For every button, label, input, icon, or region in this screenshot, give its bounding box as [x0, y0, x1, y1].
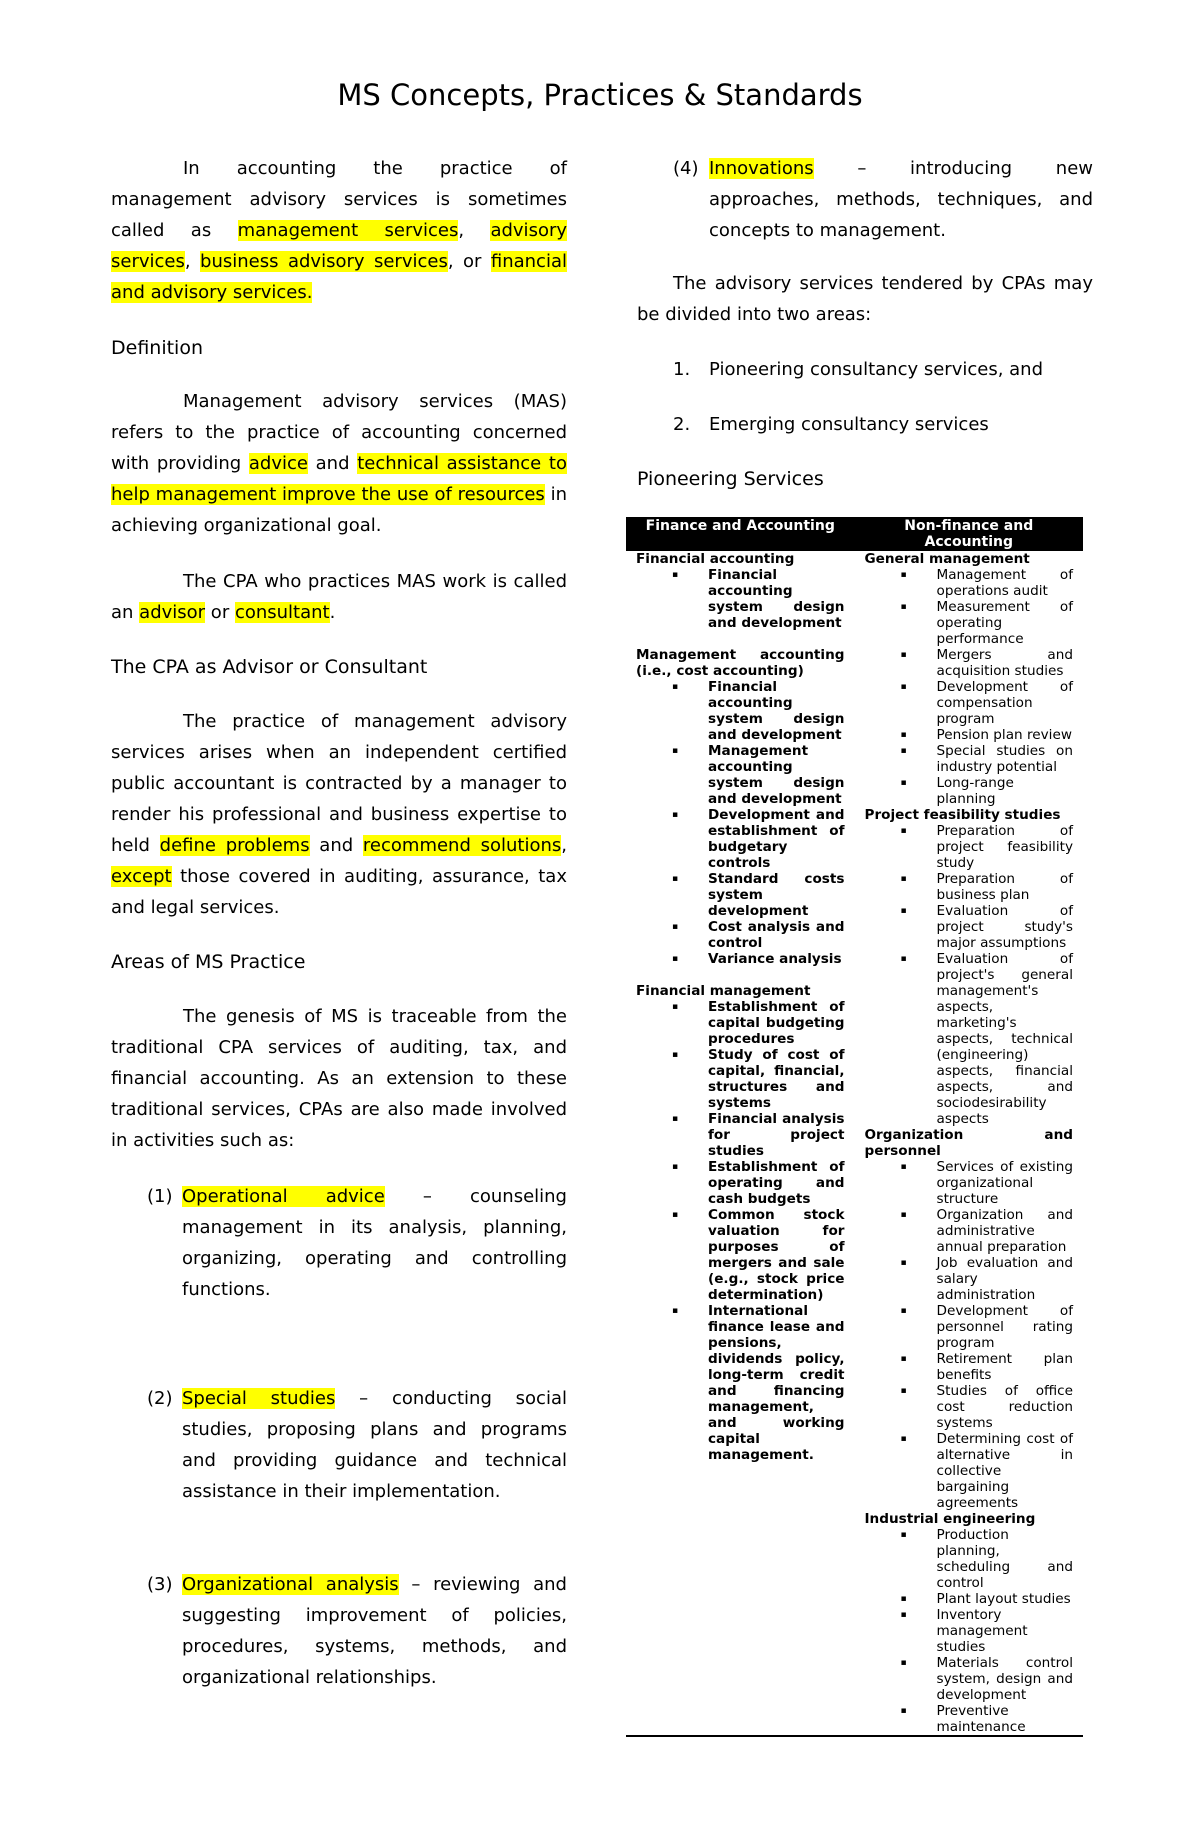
list-item: ▪ Development of personnel rating program: [937, 1303, 1074, 1351]
category-list: [865, 823, 1074, 1127]
list-item: (1) Operational advice – counseling management in its analysis, planning, organizing, operating and controlling functions.: [147, 1186, 567, 1300]
list-item: ▪ Materials control system, design and development: [937, 1655, 1074, 1703]
list-item: ▪ Retirement plan benefits: [937, 1351, 1074, 1383]
category-title: Financial accounting: [636, 551, 795, 567]
left-column: [111, 153, 567, 1693]
list-item: ▪ Measurement of operating performance: [937, 599, 1074, 647]
list-item: ▪ Financial accounting system design and development: [708, 679, 845, 743]
non-finance-column-cell: [855, 551, 1084, 1736]
highlight: Special studies: [182, 1388, 336, 1409]
category-list: [865, 1159, 1074, 1511]
list-item: ▪ Special studies on industry potential: [937, 743, 1074, 775]
right-column: [637, 153, 1093, 494]
category-list: [636, 999, 845, 1463]
list-item: ▪ Establishment of capital budgeting procedures: [708, 999, 845, 1047]
highlight: Operational advice: [182, 1186, 385, 1207]
cpa-paragraph: The CPA who practices MAS work is called an advisor or consultant.: [111, 571, 567, 623]
pioneering-services-table: [626, 517, 1083, 1737]
category-list: [865, 567, 1074, 807]
category-list: [636, 679, 845, 967]
list-item: ▪ Services of existing organizational structure: [937, 1159, 1074, 1207]
list-item: (4) Innovations – introducing new approaches, methods, techniques, and concepts to management.: [673, 158, 1093, 241]
list-item: ▪ Mergers and acquisition studies: [937, 647, 1074, 679]
list-item: ▪ Production planning, scheduling and control: [937, 1527, 1074, 1591]
list-item: ▪ Financial accounting system design and development: [708, 567, 845, 631]
list-item: ▪ Inventory management studies: [937, 1607, 1074, 1655]
list-item: ▪ Common stock valuation for purposes of mergers and sale (e.g., stock price determination): [708, 1207, 845, 1303]
category-title: Industrial engineering: [864, 1511, 1036, 1527]
highlight: recommend solutions: [362, 835, 562, 856]
list-item: ▪ Variance analysis: [708, 951, 845, 967]
column-header-non-finance: Non-finance and Accounting: [855, 517, 1084, 551]
definition-heading: Definition: [111, 337, 204, 359]
highlight: management services: [237, 220, 459, 241]
category-list: [865, 1527, 1074, 1735]
list-item: ▪ Studies of office cost reduction systems: [937, 1383, 1074, 1431]
list-item: ▪ Development of compensation program: [937, 679, 1074, 727]
category-list: [636, 567, 845, 631]
highlight: business advisory services: [200, 251, 448, 272]
list-item: ▪ Study of cost of capital, financial, structures and systems: [708, 1047, 845, 1111]
list-item: ▪ Cost analysis and control: [708, 919, 845, 951]
highlight: technical assistance to help management improve the use of resources: [111, 453, 567, 505]
list-item: ▪ Plant layout studies: [937, 1591, 1074, 1607]
category-title: General management: [864, 551, 1030, 567]
list-item: ▪ Evaluation of project's general management's aspects, marketing's aspects, technical (engineering) aspects, financial aspects, and sociodesirability aspects: [937, 951, 1074, 1127]
page-title: MS Concepts, Practices & Standards: [337, 78, 863, 112]
list-item: ▪ Preventive maintenance: [937, 1703, 1074, 1735]
category-title: Financial management: [636, 983, 811, 999]
list-item: ▪ Preparation of project feasibility study: [937, 823, 1074, 871]
category-title: Management accounting (i.e., cost accounting): [636, 647, 845, 679]
list-item: ▪ Preparation of business plan: [937, 871, 1074, 903]
list-item: ▪ Evaluation of project study's major assumptions: [937, 903, 1074, 951]
highlight: advisory services: [111, 220, 568, 272]
list-item: ▪ Job evaluation and salary administration: [937, 1255, 1074, 1303]
category-title: Project feasibility studies: [864, 807, 1061, 823]
list-item: 1. Pioneering consultancy services, and: [673, 359, 1044, 380]
areas-heading: Areas of MS Practice: [111, 951, 306, 973]
areas-paragraph: The genesis of MS is traceable from the traditional CPA services of auditing, tax, and financial accounting. As an extension to these traditional services, CPAs are also made involved in activities such as:: [111, 1006, 567, 1151]
list-item: (2) Special studies – conducting social studies, proposing plans and programs and providing guidance and technical assistance in their implementation.: [147, 1388, 567, 1502]
list-item: ▪ Management accounting system design and development: [708, 743, 845, 807]
list-item: ▪ Standard costs system development: [708, 871, 845, 919]
pioneering-heading: Pioneering Services: [637, 468, 824, 490]
highlight: except: [111, 866, 172, 887]
list-item: ▪ Long-range planning: [937, 775, 1074, 807]
areas-intro-paragraph: The advisory services tendered by CPAs may be divided into two areas:: [637, 273, 1093, 325]
column-header-finance: Finance and Accounting: [626, 517, 855, 551]
finance-column-cell: [626, 551, 855, 1736]
list-item: ▪ Determining cost of alternative in collective bargaining agreements: [937, 1431, 1074, 1511]
advisor-paragraph: The practice of management advisory services arises when an independent certified public accountant is contracted by a manager to render his professional and business expertise to held define problems and recommend solutions, except those covered in auditing, assurance, tax and legal services.: [111, 711, 568, 918]
list-item: ▪ Organization and administrative annual preparation: [937, 1207, 1074, 1255]
list-item: ▪ Financial analysis for project studies: [708, 1111, 845, 1159]
list-item: ▪ Management of operations audit: [937, 567, 1074, 599]
definition-paragraph: Management advisory services (MAS) refers to the practice of accounting concerned with providing advice and technical assistance to help management improve the use of resources in achieving organizational goal.: [111, 391, 567, 536]
list-item: ▪ Pension plan review: [937, 727, 1074, 743]
advisor-heading: The CPA as Advisor or Consultant: [111, 656, 428, 678]
highlight: Innovations: [709, 158, 814, 179]
list-item: ▪ Establishment of operating and cash budgets: [708, 1159, 845, 1207]
list-item: ▪ Development and establishment of budgetary controls: [708, 807, 845, 871]
category-title: Organization and personnel: [864, 1127, 1073, 1159]
highlight: define problems: [159, 835, 310, 856]
highlight: financial and advisory services.: [111, 251, 567, 303]
intro-paragraph: In accounting the practice of management advisory services is sometimes called as management services, advisory services, business advisory services, or financial and advisory services.: [111, 158, 568, 303]
highlight: advisor: [139, 602, 206, 623]
list-item: 2. Emerging consultancy services: [673, 414, 989, 435]
list-item: ▪ International finance lease and pensions, dividends policy, long-term credit and financing management, and working capital management.: [708, 1303, 845, 1463]
highlight: Organizational analysis: [182, 1574, 399, 1595]
list-item: (3) Organizational analysis – reviewing and suggesting improvement of policies, procedures, systems, methods, and organizational relationships.: [147, 1574, 567, 1688]
highlight: advice: [248, 453, 308, 474]
highlight: consultant: [234, 602, 330, 623]
